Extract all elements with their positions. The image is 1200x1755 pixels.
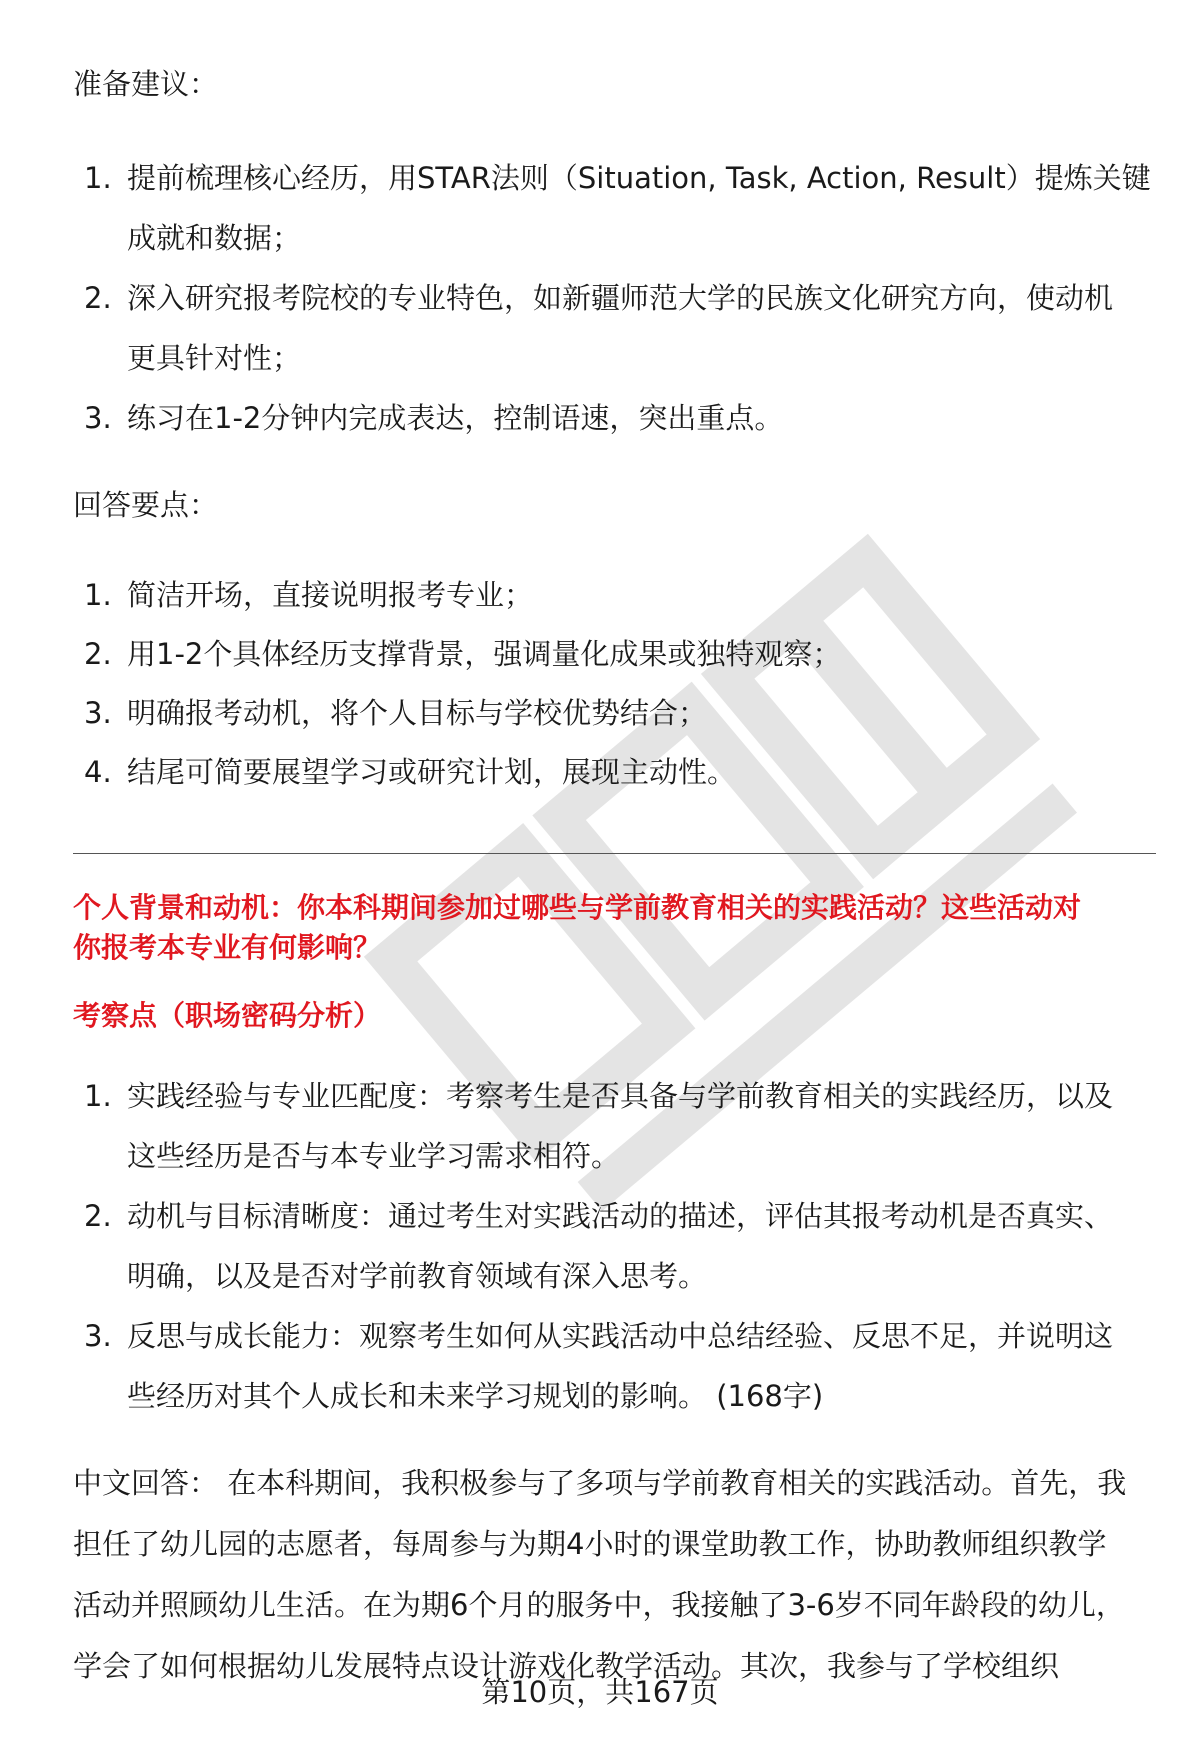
prep-label: 准备建议：	[73, 67, 219, 101]
list-item-line: 更具针对性；	[127, 341, 302, 375]
list-item-line: 练习在1-2分钟内完成表达，控制语速，突出重点。	[127, 401, 784, 435]
list-item-line: 动机与目标清晰度：通过考生对实践活动的描述，评估其报考动机是否真实、	[127, 1199, 1114, 1233]
list-item-line: 深入研究报考院校的专业特色，如新疆师范大学的民族文化研究方向，使动机	[127, 281, 1114, 315]
answer-line: 活动并照顾幼儿生活。在为期6个月的服务中，我接触了3-6岁不同年龄段的幼儿，	[73, 1588, 1125, 1622]
points-label: 回答要点：	[73, 488, 219, 522]
list-number: 3.	[84, 401, 112, 435]
list-item-line: 实践经验与专业匹配度：考察考生是否具备与学前教育相关的实践经历，以及	[127, 1079, 1114, 1113]
list-item-line: 些经历对其个人成长和未来学习规划的影响。 (168字)	[127, 1379, 824, 1413]
list-item-line: 结尾可简要展望学习或研究计划，展现主动性。	[127, 755, 737, 789]
page-number: 第10页，共167页	[481, 1675, 719, 1709]
list-number: 3.	[84, 696, 112, 730]
list-number: 1.	[84, 1079, 112, 1113]
list-item-line: 简洁开场，直接说明报考专业；	[127, 578, 534, 612]
list-item-line: 成就和数据；	[127, 221, 302, 255]
answer-line: 学会了如何根据幼儿发展特点设计游戏化教学活动。其次，我参与了学校组织	[73, 1649, 1060, 1683]
list-number: 2.	[84, 1199, 112, 1233]
list-item-line: 明确报考动机，将个人目标与学校优势结合；	[127, 696, 708, 730]
section-divider	[73, 853, 1156, 854]
list-number: 2.	[84, 281, 112, 315]
question-line: 个人背景和动机：你本科期间参加过哪些与学前教育相关的实践活动？这些活动对	[73, 891, 1082, 924]
answer-paragraph	[73, 1453, 1163, 1697]
question-line: 你报考本专业有何影响？	[73, 931, 382, 964]
analysis-heading: 考察点（职场密码分析）	[73, 999, 382, 1032]
list-item-line: 反思与成长能力：观察考生如何从实践活动中总结经验、反思不足，并说明这	[127, 1319, 1114, 1353]
list-number: 3.	[84, 1319, 112, 1353]
question-heading	[73, 888, 1163, 968]
list-number: 1.	[84, 578, 112, 612]
list-number: 1.	[84, 161, 112, 195]
list-number: 4.	[84, 755, 112, 789]
list-item-line: 明确，以及是否对学前教育领域有深入思考。	[127, 1259, 708, 1293]
list-item-line: 这些经历是否与本专业学习需求相符。	[127, 1139, 621, 1173]
answer-line: 中文回答： 在本科期间，我积极参与了多项与学前教育相关的实践活动。首先，我	[73, 1466, 1127, 1500]
list-item-line: 提前梳理核心经历，用STAR法则（Situation, Task, Action, Result）提炼关键	[127, 161, 1151, 195]
list-item-line: 用1-2个具体经历支撑背景，强调量化成果或独特观察；	[127, 637, 842, 671]
answer-line: 担任了幼儿园的志愿者，每周参与为期4小时的课堂助教工作，协助教师组织教学	[73, 1527, 1107, 1561]
list-number: 2.	[84, 637, 112, 671]
